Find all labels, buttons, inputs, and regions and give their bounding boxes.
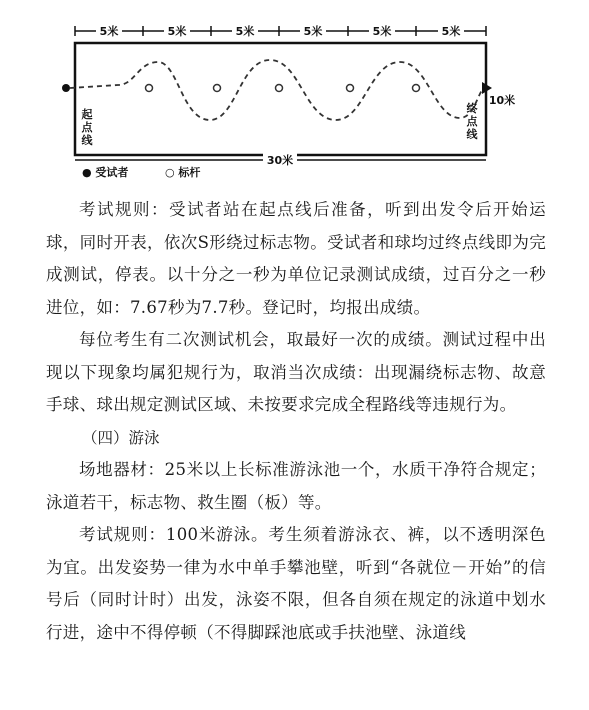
segment-label-3: 5米 bbox=[235, 25, 255, 38]
legend-pole: ○ 标杆 bbox=[165, 166, 201, 179]
field-diagram bbox=[0, 0, 589, 190]
width-label: 30米 bbox=[266, 154, 294, 167]
svg-text:线: 线 bbox=[81, 134, 93, 147]
pole-4 bbox=[347, 85, 354, 92]
svg-text:点: 点 bbox=[466, 115, 478, 128]
segment-label-1: 5米 bbox=[99, 25, 119, 38]
svg-text:线: 线 bbox=[466, 128, 478, 141]
svg-text:终: 终 bbox=[466, 102, 478, 115]
svg-text:点: 点 bbox=[81, 121, 93, 134]
segment-label-4: 5米 bbox=[303, 25, 323, 38]
paragraph-test-rules: 考试规则：受试者站在起点线后准备，听到出发令后开始运球，同时开表，依次S形绕过标志物。受试者和球均过终点线即为完成测试，停表。以十分之一秒为单位记录测试成绩，过百分之一秒进位，如：7.67秒为7.7秒。登记时，均报出成绩。 bbox=[46, 200, 546, 317]
paragraph-equipment: 场地器材：25米以上长标准游泳池一个，水质干净符合规定；泳道若干，标志物、救生圈（板）等。 bbox=[46, 460, 546, 512]
pole-2 bbox=[214, 85, 221, 92]
pole-3 bbox=[276, 85, 283, 92]
runner-marker bbox=[62, 84, 70, 92]
segment-label-5: 5米 bbox=[372, 25, 392, 38]
segment-label-2: 5米 bbox=[167, 25, 187, 38]
paragraph-swim-rules: 考试规则：100米游泳。考生须着游泳衣、裤，以不透明深色为宜。出发姿势一律为水中单手攀池壁，听到“各就位－开始”的信号后（同时计时）出发，泳姿不限，但各自须在规定的泳道中划水行进，途中不得停顿（不得脚踩池底或手扶池壁、泳道线 bbox=[46, 525, 546, 642]
start-line-label bbox=[82, 107, 94, 147]
field-boundary bbox=[75, 43, 486, 155]
height-label: 10米 bbox=[488, 94, 516, 107]
paragraph-attempts: 每位考生有二次测试机会，取最好一次的成绩。测试过程中出现以下现象均属犯规行为，取消当次成绩：出现漏绕标志物、故意手球、球出规定测试区域、未按要求完成全程路线等违规行为。 bbox=[46, 330, 546, 414]
poles bbox=[146, 85, 420, 92]
body-text bbox=[46, 194, 546, 649]
finish-line-label bbox=[467, 101, 479, 141]
legend-runner: ● 受试者 bbox=[82, 166, 129, 179]
pole-5 bbox=[413, 85, 420, 92]
pole-1 bbox=[146, 85, 153, 92]
svg-text:起: 起 bbox=[81, 108, 93, 121]
segment-label-6: 5米 bbox=[441, 25, 461, 38]
section-heading-swimming: （四）游泳 bbox=[82, 428, 160, 447]
